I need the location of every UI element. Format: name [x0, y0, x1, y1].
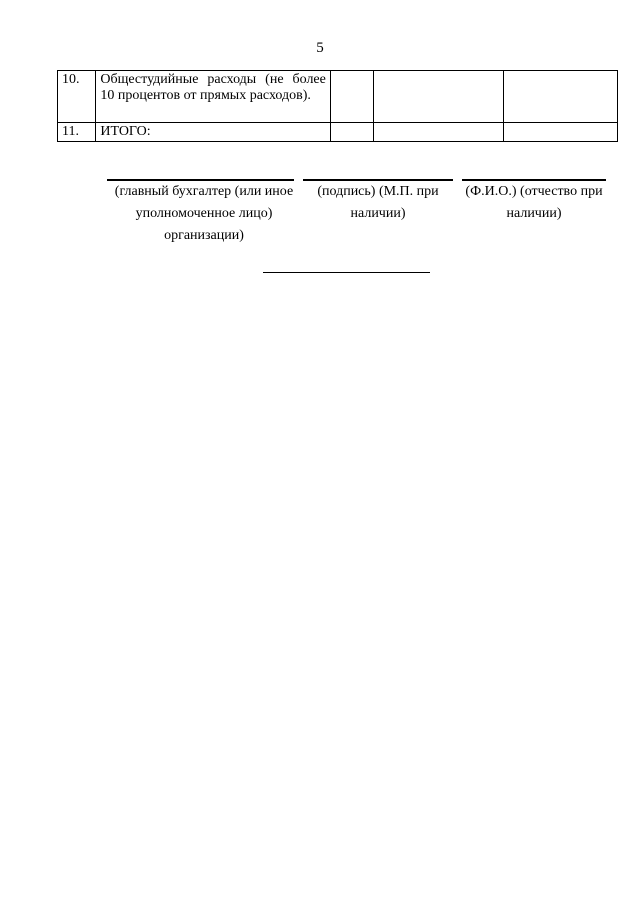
name-caption: (Ф.И.О.) (отчество при наличии)	[465, 184, 603, 221]
row-cell	[373, 71, 503, 123]
table-row	[58, 71, 618, 123]
row-cell	[504, 71, 618, 123]
row-cell	[330, 123, 373, 142]
expenses-table	[57, 70, 618, 142]
row-cell	[504, 123, 618, 142]
page-number: 5	[316, 40, 324, 56]
row-description: Общестудийные расходы (не более 10 процентов от прямых расходов).	[96, 71, 331, 123]
row-cell	[373, 123, 503, 142]
row-cell	[330, 71, 373, 123]
row-number: 11.	[58, 123, 96, 142]
separator-line	[263, 272, 430, 273]
table-row	[58, 123, 618, 142]
accountant-caption: (главный бухгалтер (или иное уполномоченное лицо) организации)	[114, 184, 294, 243]
signature-caption: (подпись) (М.П. при наличии)	[317, 184, 439, 221]
row-number: 10.	[58, 71, 96, 123]
row-description: ИТОГО:	[96, 123, 331, 142]
